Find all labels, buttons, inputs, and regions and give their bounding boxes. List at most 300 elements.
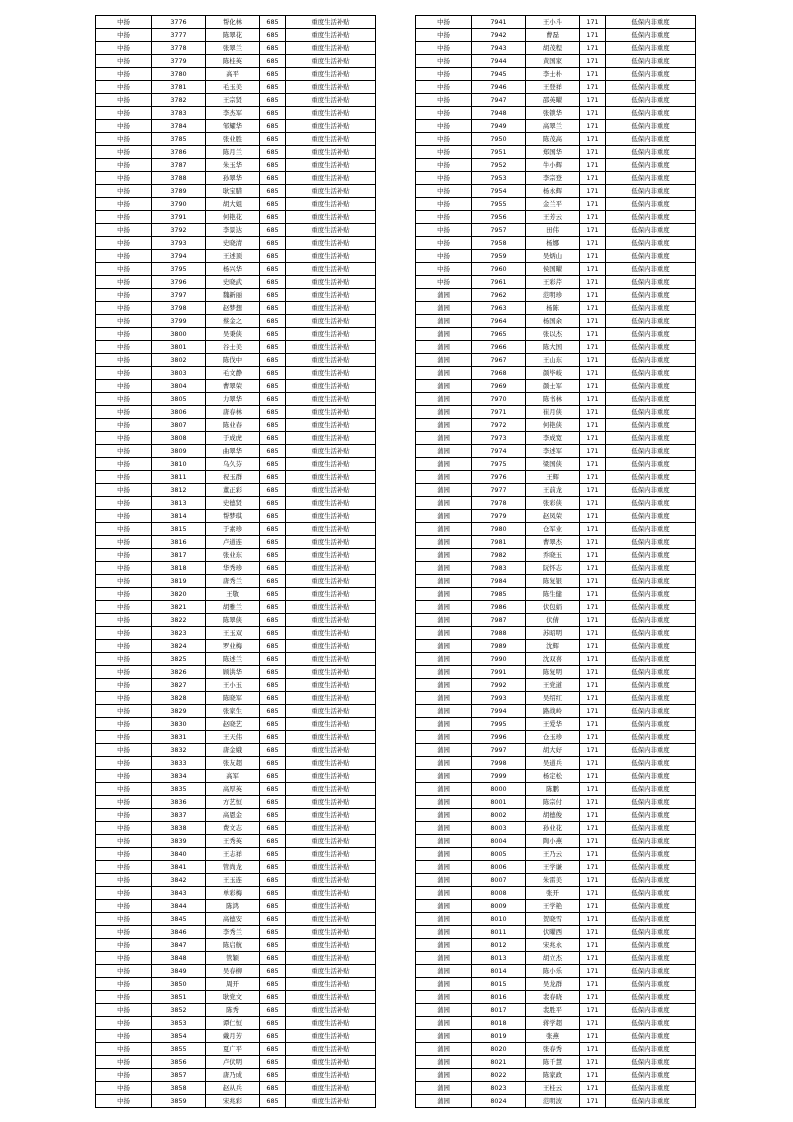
- id-cell: 7948: [472, 107, 526, 120]
- id-cell: 7958: [472, 237, 526, 250]
- name-cell: 李成宽: [526, 432, 580, 445]
- table-row: [96, 1004, 376, 1017]
- id-cell: 3808: [152, 432, 206, 445]
- amount-cell: 685: [260, 523, 286, 536]
- table-row: [96, 965, 376, 978]
- name-cell: 胡大姐: [206, 198, 260, 211]
- amount-cell: 171: [580, 549, 606, 562]
- amount-cell: 171: [580, 94, 606, 107]
- amount-cell: 171: [580, 926, 606, 939]
- id-cell: 7955: [472, 198, 526, 211]
- category-cell: 低保内非重度: [606, 172, 696, 185]
- amount-cell: 171: [580, 614, 606, 627]
- amount-cell: 685: [260, 692, 286, 705]
- area-cell: 中扬: [96, 809, 152, 822]
- id-cell: 7975: [472, 458, 526, 471]
- amount-cell: 685: [260, 328, 286, 341]
- table-row: [96, 744, 376, 757]
- area-cell: 蒲园: [416, 419, 472, 432]
- amount-cell: 685: [260, 770, 286, 783]
- id-cell: 7989: [472, 640, 526, 653]
- amount-cell: 685: [260, 94, 286, 107]
- id-cell: 8024: [472, 1095, 526, 1108]
- category-cell: 低保内非重度: [606, 991, 696, 1004]
- category-cell: 重度生活补贴: [286, 900, 376, 913]
- category-cell: 低保内非重度: [606, 380, 696, 393]
- area-cell: 中扬: [96, 536, 152, 549]
- id-cell: 7953: [472, 172, 526, 185]
- name-cell: 陈千慧: [526, 1056, 580, 1069]
- category-cell: 重度生活补贴: [286, 107, 376, 120]
- category-cell: 重度生活补贴: [286, 263, 376, 276]
- area-cell: 蒲园: [416, 406, 472, 419]
- id-cell: 7947: [472, 94, 526, 107]
- amount-cell: 171: [580, 887, 606, 900]
- area-cell: 中扬: [96, 419, 152, 432]
- table-row: [416, 627, 696, 640]
- name-cell: 蔡金之: [206, 315, 260, 328]
- table-row: [416, 809, 696, 822]
- id-cell: 8003: [472, 822, 526, 835]
- area-cell: 蒲园: [416, 302, 472, 315]
- table-row: [96, 302, 376, 315]
- amount-cell: 171: [580, 1082, 606, 1095]
- area-cell: 中扬: [416, 94, 472, 107]
- amount-cell: 171: [580, 1095, 606, 1108]
- name-cell: 杨陈: [526, 302, 580, 315]
- category-cell: 重度生活补贴: [286, 653, 376, 666]
- id-cell: 7968: [472, 367, 526, 380]
- category-cell: 低保内非重度: [606, 1017, 696, 1030]
- category-cell: 低保内非重度: [606, 406, 696, 419]
- table-row: [96, 198, 376, 211]
- area-cell: 中扬: [96, 224, 152, 237]
- id-cell: 7991: [472, 666, 526, 679]
- id-cell: 7978: [472, 497, 526, 510]
- name-cell: 吴绍红: [526, 692, 580, 705]
- amount-cell: 685: [260, 302, 286, 315]
- table-row: [96, 835, 376, 848]
- area-cell: 中扬: [416, 237, 472, 250]
- table-row: [416, 939, 696, 952]
- name-cell: 赵梦想: [206, 302, 260, 315]
- amount-cell: 685: [260, 224, 286, 237]
- amount-cell: 171: [580, 731, 606, 744]
- id-cell: 8022: [472, 1069, 526, 1082]
- category-cell: 重度生活补贴: [286, 770, 376, 783]
- table-row: [416, 315, 696, 328]
- area-cell: 中扬: [96, 770, 152, 783]
- category-cell: 重度生活补贴: [286, 250, 376, 263]
- category-cell: 低保内非重度: [606, 783, 696, 796]
- name-cell: 陶小燕: [526, 835, 580, 848]
- area-cell: 中扬: [96, 367, 152, 380]
- area-cell: 中扬: [96, 263, 152, 276]
- amount-cell: 171: [580, 81, 606, 94]
- amount-cell: 685: [260, 1069, 286, 1082]
- table-row: [416, 965, 696, 978]
- amount-cell: 171: [580, 796, 606, 809]
- category-cell: 低保内非重度: [606, 848, 696, 861]
- id-cell: 3805: [152, 393, 206, 406]
- amount-cell: 685: [260, 1017, 286, 1030]
- id-cell: 3855: [152, 1043, 206, 1056]
- table-row: [416, 1017, 696, 1030]
- category-cell: 重度生活补贴: [286, 1095, 376, 1108]
- id-cell: 3845: [152, 913, 206, 926]
- category-cell: 低保内非重度: [606, 1043, 696, 1056]
- name-cell: 张业东: [206, 549, 260, 562]
- table-row: [416, 510, 696, 523]
- amount-cell: 685: [260, 172, 286, 185]
- category-cell: 低保内非重度: [606, 55, 696, 68]
- amount-cell: 685: [260, 55, 286, 68]
- category-cell: 低保内非重度: [606, 562, 696, 575]
- id-cell: 7995: [472, 718, 526, 731]
- area-cell: 中扬: [416, 172, 472, 185]
- id-cell: 8020: [472, 1043, 526, 1056]
- amount-cell: 685: [260, 796, 286, 809]
- table-row: [416, 796, 696, 809]
- name-cell: 李秀兰: [206, 926, 260, 939]
- id-cell: 7986: [472, 601, 526, 614]
- id-cell: 3859: [152, 1095, 206, 1108]
- category-cell: 重度生活补贴: [286, 601, 376, 614]
- table-row: [416, 458, 696, 471]
- table-row: [416, 1056, 696, 1069]
- id-cell: 3837: [152, 809, 206, 822]
- amount-cell: 171: [580, 1017, 606, 1030]
- table-row: [416, 1095, 696, 1108]
- amount-cell: 171: [580, 159, 606, 172]
- area-cell: 中扬: [96, 991, 152, 1004]
- amount-cell: 171: [580, 146, 606, 159]
- table-row: [96, 848, 376, 861]
- area-cell: 蒲园: [416, 393, 472, 406]
- id-cell: 7957: [472, 224, 526, 237]
- table-row: [416, 263, 696, 276]
- area-cell: 中扬: [96, 861, 152, 874]
- amount-cell: 171: [580, 172, 606, 185]
- id-cell: 8013: [472, 952, 526, 965]
- id-cell: 3780: [152, 68, 206, 81]
- id-cell: 7996: [472, 731, 526, 744]
- table-row: [96, 627, 376, 640]
- table-row: [96, 276, 376, 289]
- name-cell: 唐金娥: [206, 744, 260, 757]
- id-cell: 3814: [152, 510, 206, 523]
- name-cell: 陈晓军: [206, 692, 260, 705]
- area-cell: 蒲园: [416, 939, 472, 952]
- table-row: [416, 120, 696, 133]
- name-cell: 谭仁恒: [206, 1017, 260, 1030]
- table-row: [96, 1030, 376, 1043]
- table-row: [96, 991, 376, 1004]
- table-row: [416, 94, 696, 107]
- area-cell: 中扬: [416, 55, 472, 68]
- area-cell: 中扬: [96, 471, 152, 484]
- table-row: [96, 796, 376, 809]
- category-cell: 低保内非重度: [606, 744, 696, 757]
- name-cell: 耿宝腊: [206, 185, 260, 198]
- id-cell: 8023: [472, 1082, 526, 1095]
- amount-cell: 685: [260, 939, 286, 952]
- name-cell: 杨永辉: [526, 185, 580, 198]
- category-cell: 重度生活补贴: [286, 718, 376, 731]
- id-cell: 3834: [152, 770, 206, 783]
- name-cell: 王敬: [206, 588, 260, 601]
- amount-cell: 685: [260, 146, 286, 159]
- table-row: [416, 1043, 696, 1056]
- table-row: [416, 640, 696, 653]
- name-cell: 陈复明: [526, 666, 580, 679]
- table-row: [96, 406, 376, 419]
- name-cell: 卢道连: [206, 536, 260, 549]
- area-cell: 中扬: [416, 211, 472, 224]
- amount-cell: 171: [580, 484, 606, 497]
- id-cell: 3858: [152, 1082, 206, 1095]
- name-cell: 王乃云: [526, 848, 580, 861]
- name-cell: 范明珍: [526, 289, 580, 302]
- table-row: [416, 614, 696, 627]
- name-cell: 胡立杰: [526, 952, 580, 965]
- name-cell: 杨定松: [526, 770, 580, 783]
- category-cell: 低保内非重度: [606, 250, 696, 263]
- category-cell: 低保内非重度: [606, 653, 696, 666]
- category-cell: 低保内非重度: [606, 393, 696, 406]
- amount-cell: 171: [580, 107, 606, 120]
- table-row: [416, 198, 696, 211]
- id-cell: 7993: [472, 692, 526, 705]
- area-cell: 中扬: [96, 68, 152, 81]
- name-cell: 吴龙群: [526, 978, 580, 991]
- name-cell: 方艺恒: [206, 796, 260, 809]
- name-cell: 陈小乐: [526, 965, 580, 978]
- area-cell: 蒲园: [416, 367, 472, 380]
- id-cell: 3827: [152, 679, 206, 692]
- area-cell: 蒲园: [416, 1056, 472, 1069]
- category-cell: 重度生活补贴: [286, 81, 376, 94]
- category-cell: 重度生活补贴: [286, 367, 376, 380]
- id-cell: 7972: [472, 419, 526, 432]
- category-cell: 重度生活补贴: [286, 952, 376, 965]
- table-row: [96, 952, 376, 965]
- id-cell: 3806: [152, 406, 206, 419]
- area-cell: 中扬: [96, 393, 152, 406]
- area-cell: 蒲园: [416, 887, 472, 900]
- amount-cell: 171: [580, 601, 606, 614]
- id-cell: 7963: [472, 302, 526, 315]
- name-cell: 陈月兰: [206, 146, 260, 159]
- table-row: [416, 133, 696, 146]
- area-cell: 中扬: [96, 380, 152, 393]
- category-cell: 重度生活补贴: [286, 666, 376, 679]
- amount-cell: 685: [260, 783, 286, 796]
- name-cell: 宋兆永: [526, 939, 580, 952]
- area-cell: 蒲园: [416, 354, 472, 367]
- name-cell: 帮化林: [206, 16, 260, 29]
- amount-cell: 171: [580, 978, 606, 991]
- id-cell: 3835: [152, 783, 206, 796]
- category-cell: 低保内非重度: [606, 224, 696, 237]
- area-cell: 中扬: [416, 120, 472, 133]
- amount-cell: 685: [260, 744, 286, 757]
- area-cell: 蒲园: [416, 952, 472, 965]
- name-cell: 史德贤: [206, 497, 260, 510]
- category-cell: 重度生活补贴: [286, 1069, 376, 1082]
- area-cell: 蒲园: [416, 718, 472, 731]
- category-cell: 重度生活补贴: [286, 835, 376, 848]
- table-row: [96, 185, 376, 198]
- id-cell: 7992: [472, 679, 526, 692]
- name-cell: 高厚英: [206, 783, 260, 796]
- category-cell: 重度生活补贴: [286, 562, 376, 575]
- category-cell: 低保内非重度: [606, 939, 696, 952]
- area-cell: 中扬: [96, 757, 152, 770]
- amount-cell: 171: [580, 471, 606, 484]
- table-row: [96, 1056, 376, 1069]
- amount-cell: 171: [580, 536, 606, 549]
- name-cell: 胡茂程: [526, 42, 580, 55]
- area-cell: 蒲园: [416, 666, 472, 679]
- category-cell: 重度生活补贴: [286, 705, 376, 718]
- id-cell: 3810: [152, 458, 206, 471]
- category-cell: 低保内非重度: [606, 770, 696, 783]
- id-cell: 7998: [472, 757, 526, 770]
- area-cell: 中扬: [96, 874, 152, 887]
- table-row: [96, 315, 376, 328]
- area-cell: 蒲园: [416, 783, 472, 796]
- area-cell: 中扬: [96, 315, 152, 328]
- category-cell: 重度生活补贴: [286, 211, 376, 224]
- table-row: [416, 991, 696, 1004]
- amount-cell: 685: [260, 991, 286, 1004]
- name-cell: 邵英曜: [526, 94, 580, 107]
- amount-cell: 685: [260, 1004, 286, 1017]
- category-cell: 重度生活补贴: [286, 185, 376, 198]
- area-cell: 中扬: [96, 341, 152, 354]
- category-cell: 重度生活补贴: [286, 575, 376, 588]
- area-cell: 中扬: [96, 1082, 152, 1095]
- amount-cell: 171: [580, 809, 606, 822]
- area-cell: 中扬: [416, 42, 472, 55]
- amount-cell: 685: [260, 640, 286, 653]
- table-row: [96, 471, 376, 484]
- category-cell: 重度生活补贴: [286, 302, 376, 315]
- category-cell: 重度生活补贴: [286, 627, 376, 640]
- area-cell: 蒲园: [416, 432, 472, 445]
- table-row: [416, 341, 696, 354]
- amount-cell: 171: [580, 497, 606, 510]
- amount-cell: 685: [260, 289, 286, 302]
- name-cell: 裴春晓: [526, 991, 580, 1004]
- amount-cell: 685: [260, 81, 286, 94]
- amount-cell: 685: [260, 1030, 286, 1043]
- area-cell: 中扬: [96, 653, 152, 666]
- table-row: [416, 536, 696, 549]
- category-cell: 重度生活补贴: [286, 588, 376, 601]
- id-cell: 7997: [472, 744, 526, 757]
- category-cell: 低保内非重度: [606, 484, 696, 497]
- category-cell: 重度生活补贴: [286, 679, 376, 692]
- id-cell: 8018: [472, 1017, 526, 1030]
- category-cell: 低保内非重度: [606, 900, 696, 913]
- name-cell: 张以杰: [526, 328, 580, 341]
- table-row: [96, 1017, 376, 1030]
- category-cell: 低保内非重度: [606, 445, 696, 458]
- name-cell: 陈业春: [206, 419, 260, 432]
- id-cell: 3801: [152, 341, 206, 354]
- name-cell: 李杰军: [206, 107, 260, 120]
- area-cell: 中扬: [96, 796, 152, 809]
- amount-cell: 685: [260, 835, 286, 848]
- name-cell: 朱玉华: [206, 159, 260, 172]
- amount-cell: 171: [580, 16, 606, 29]
- amount-cell: 171: [580, 562, 606, 575]
- category-cell: 重度生活补贴: [286, 510, 376, 523]
- name-cell: 周开: [206, 978, 260, 991]
- amount-cell: 171: [580, 627, 606, 640]
- table-row: [96, 900, 376, 913]
- name-cell: 王桂云: [526, 1082, 580, 1095]
- id-cell: 3783: [152, 107, 206, 120]
- amount-cell: 171: [580, 679, 606, 692]
- id-cell: 3836: [152, 796, 206, 809]
- name-cell: 王辉: [526, 471, 580, 484]
- name-cell: 管颖: [206, 952, 260, 965]
- area-cell: 中扬: [96, 692, 152, 705]
- id-cell: 3802: [152, 354, 206, 367]
- right-table-body: [416, 16, 696, 1108]
- table-row: [416, 276, 696, 289]
- table-row: [416, 1004, 696, 1017]
- table-row: [416, 523, 696, 536]
- amount-cell: 685: [260, 198, 286, 211]
- table-row: [96, 55, 376, 68]
- table-row: [96, 380, 376, 393]
- id-cell: 3789: [152, 185, 206, 198]
- amount-cell: 171: [580, 588, 606, 601]
- category-cell: 低保内非重度: [606, 536, 696, 549]
- id-cell: 3796: [152, 276, 206, 289]
- category-cell: 重度生活补贴: [286, 887, 376, 900]
- area-cell: 蒲园: [416, 1095, 472, 1108]
- name-cell: 陈复银: [526, 575, 580, 588]
- amount-cell: 171: [580, 575, 606, 588]
- amount-cell: 171: [580, 822, 606, 835]
- table-row: [416, 250, 696, 263]
- name-cell: 黄国家: [526, 55, 580, 68]
- area-cell: 中扬: [96, 1004, 152, 1017]
- table-row: [96, 120, 376, 133]
- table-row: [416, 653, 696, 666]
- id-cell: 3809: [152, 445, 206, 458]
- area-cell: 蒲园: [416, 705, 472, 718]
- id-cell: 3799: [152, 315, 206, 328]
- name-cell: 陈鸿: [206, 900, 260, 913]
- id-cell: 3833: [152, 757, 206, 770]
- amount-cell: 171: [580, 939, 606, 952]
- category-cell: 重度生活补贴: [286, 614, 376, 627]
- id-cell: 3839: [152, 835, 206, 848]
- category-cell: 低保内非重度: [606, 1082, 696, 1095]
- category-cell: 低保内非重度: [606, 1030, 696, 1043]
- id-cell: 3782: [152, 94, 206, 107]
- name-cell: 阮怀志: [526, 562, 580, 575]
- table-row: [416, 770, 696, 783]
- area-cell: 中扬: [96, 939, 152, 952]
- area-cell: 中扬: [96, 42, 152, 55]
